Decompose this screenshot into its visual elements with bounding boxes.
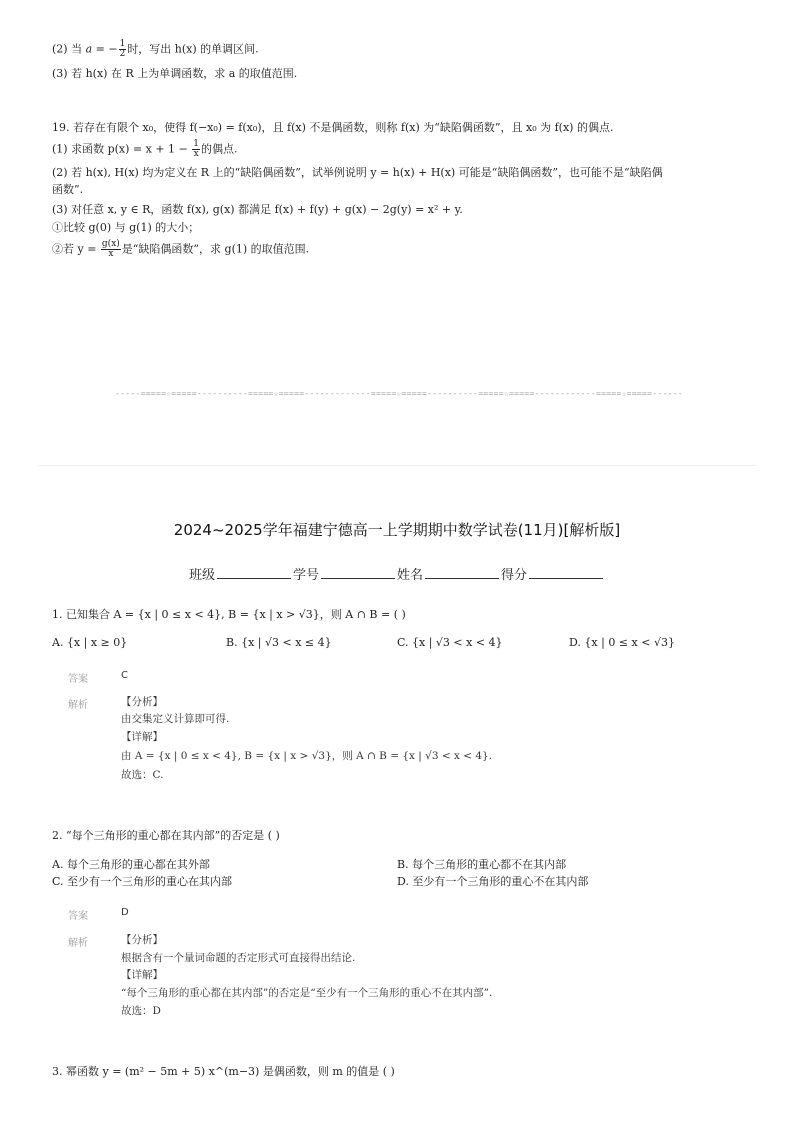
q2-analysis-line: “每个三角形的重心都在其内部”的否定是“至少有一个三角形的重心不在其内部”.	[121, 987, 493, 999]
q1-analysis-line: 由 A = {x | 0 ≤ x < 4}, B = {x | x > √3}，则 A ∩ B = {x | √3 < x < 4}.	[121, 750, 493, 762]
q1-analysis-label: 解析	[68, 700, 88, 711]
q18-part2: (2) 当 a = − $\frac{1}{2}$ 时，写出 h(x) 的单调区间.	[52, 39, 259, 59]
q2-option-c: C. 至少有一个三角形的重心在其内部	[52, 875, 233, 888]
q19-stem: 19. 若存在有限个 x₀，使得 f(−x₀) = f(x₀)，且 f(x) 不是偶函数，则称 f(x) 为“缺陷偶函数”，且 x₀ 为 f(x) 的偶点.	[52, 121, 614, 134]
q1-analysis-line: 由交集定义计算即可得.	[121, 713, 230, 725]
page-break-line	[38, 465, 756, 466]
q1-answer-label: 答案	[68, 674, 88, 685]
q19-part1: (1) 求函数 p(x) = x + 1 − $\frac{1}{x}$ 的偶点.	[52, 139, 238, 159]
decorative-divider: -----=====☆=====----------=====☆=====-------------=====☆=====----------=====☆=====------------=====☆=====------	[115, 389, 683, 398]
q3-stem: 3. 幂函数 y = (m² − 5m + 5) x^(m−3) 是偶函数，则 m 的值是 ( )	[52, 1065, 395, 1078]
class-label: 班级	[188, 568, 215, 583]
q1-analysis-line: 【详解】	[121, 731, 163, 743]
fraction: $\frac{1}{2}$	[119, 39, 126, 59]
q19-part3: (3) 对任意 x, y ∈ R，函数 f(x), g(x) 都满足 f(x) + f(y) + g(x) − 2g(y) = x² + y.	[52, 203, 463, 216]
score-label: 得分	[501, 568, 528, 583]
q19-part2b: 函数”.	[52, 183, 84, 196]
fraction: $\frac{1}{x}$	[193, 139, 199, 159]
id-label: 学号	[292, 568, 319, 583]
id-blank[interactable]	[321, 566, 395, 579]
q2-option-b: B. 每个三角形的重心都不在其内部	[397, 858, 567, 871]
class-blank[interactable]	[217, 566, 291, 579]
student-info-row	[0, 564, 794, 583]
q2-option-d: D. 至少有一个三角形的重心不在其内部	[397, 875, 589, 888]
q2-analysis-line: 【详解】	[121, 969, 163, 981]
q2-analysis-line: 【分析】	[121, 934, 163, 946]
q1-analysis-line: 【分析】	[121, 696, 163, 708]
name-blank[interactable]	[425, 566, 499, 579]
q1-analysis-line: 故选：C.	[121, 769, 164, 781]
document-title: 2024~2025学年福建宁德高一上学期期中数学试卷(11月)[解析版]	[173, 521, 621, 539]
name-label: 姓名	[397, 568, 424, 583]
q1-stem: 1. 已知集合 A = {x | 0 ≤ x < 4}, B = {x | x > √3}，则 A ∩ B = ( )	[52, 608, 406, 621]
q1-option-d: D. {x | 0 ≤ x < √3}	[569, 636, 675, 649]
q19-part3-1: ①比较 g(0) 与 g(1) 的大小；	[52, 221, 200, 234]
q2-answer-label: 答案	[68, 911, 88, 922]
q1-option-b: B. {x | √3 < x ≤ 4}	[226, 636, 332, 649]
q2-option-a: A. 每个三角形的重心都在其外部	[52, 858, 210, 871]
q19-part3-2: ②若 y = $\frac{g(x)}{x}$ 是“缺陷偶函数”，求 g(1) 的取值范围.	[52, 239, 310, 259]
q2-analysis-label: 解析	[68, 938, 88, 949]
q2-stem: 2. “每个三角形的重心都在其内部”的否定是 ( )	[52, 829, 280, 842]
q2-answer-value: D	[121, 907, 129, 918]
q1-option-c: C. {x | √3 < x < 4}	[397, 636, 503, 649]
q1-answer-value: C	[121, 670, 128, 681]
q2-analysis-line: 根据含有一个量词命题的否定形式可直接得出结论.	[121, 952, 356, 964]
q19-part2a: (2) 若 h(x), H(x) 均为定义在 R 上的“缺陷偶函数”，试举例说明 y = h(x) + H(x) 可能是“缺陷偶函数”，也可能不是“缺陷偶	[52, 166, 663, 179]
q2-analysis-line: 故选：D	[121, 1005, 161, 1017]
score-blank[interactable]	[529, 566, 603, 579]
fraction: $\frac{g(x)}{x}$	[101, 239, 120, 259]
q18-part3: (3) 若 h(x) 在 R 上为单调函数，求 a 的取值范围.	[52, 67, 298, 80]
q1-option-a: A. {x | x ≥ 0}	[52, 636, 128, 649]
